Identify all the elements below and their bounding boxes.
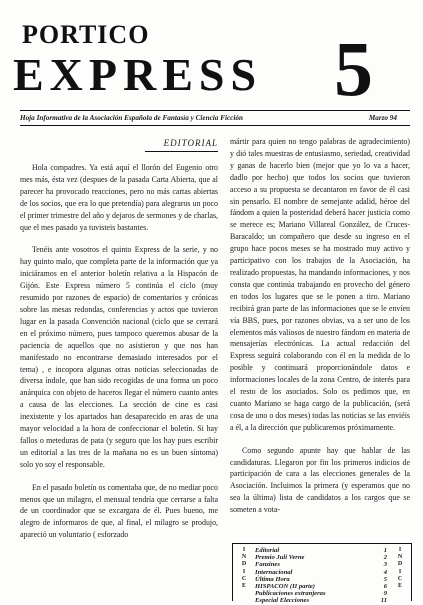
index-entry-label: Especial Elecciones xyxy=(255,597,310,605)
index-entry xyxy=(255,569,387,576)
index-box xyxy=(232,543,412,605)
index-entry-page: 9 xyxy=(383,590,387,598)
index-side-letter: D xyxy=(397,561,403,568)
index-entry-page: 6 xyxy=(383,583,387,591)
index-side-letter: I xyxy=(242,547,246,553)
index-entry-page: 2 xyxy=(383,554,387,562)
index-entry xyxy=(255,590,387,597)
left-column xyxy=(20,162,218,541)
index-side-letter: I xyxy=(242,568,246,575)
section-title: EDITORIAL xyxy=(163,138,218,148)
paragraph: Hola compadres. Ya está aquí el llorón del Eugenio otro mes más, ésta vez (despues de la pasada Carta Abierta, que al parecer ha provocado reacciones, pero no más cartas abiertas de los socios, que era lo que pretendía) para alegraros un poco el primer trimestre del año y dejaros de sermones y de charlas, que el mes pasado ya tuvisteis bastantes. xyxy=(20,163,218,232)
index-entry-page: 11 xyxy=(380,597,387,605)
index-side-letter: N xyxy=(241,554,247,561)
index-side-label-left xyxy=(239,547,249,590)
masthead-rule-top xyxy=(20,110,410,111)
index-side-letter: E xyxy=(241,583,246,590)
index-side-letter: D xyxy=(241,561,247,568)
paragraph: Como segundo apunte hay que hablar de las candidaturas. Llegaron por fin los primeros indicios de participación de cara a las elecciones generales de la Asociación. Incluimos la primera (y esperamos que no sea la última) lista de candidatos a los cargos que se someten a vota- xyxy=(230,445,410,515)
index-list xyxy=(255,547,387,605)
index-entry xyxy=(255,597,387,604)
index-entry-label: Publicaciones extranjeras xyxy=(255,590,326,598)
masthead-subtitle: Hoja Informativa de la Asociación Española de Fantasía y Ciencia Ficción xyxy=(20,114,243,122)
index-entry xyxy=(255,561,387,568)
index-entry-label: Premio Juli Verne xyxy=(255,554,305,562)
index-entry-label: Editorial xyxy=(255,547,280,554)
paragraph: Tenéis ante vosotros el quinto Express de la serie, y no hay quinto malo, que completa parte de la información que ya iniciáramos en el anterior boletín relativa a la Hispacón de Gijón. Este Express número 5 continúa el ciclo (muy resumido por razones de espacio) de comentarios y crónicas sobre las mesas redondas, conferencias y actos que tuvieron lugar en la pasada Convención nacional (ciclo que se cerrará en el próximo número, pues tampoco queremos abusar de la paciencia de aquellos que no asistieron y que nos han manifestado no encontrarse demasiado interesados por el tema) , e incopora algunas otras noticias seleccionadas de diversa índole, que han sido recogidas de una forma un poco anárquica con objeto de haceros llegar el número cuanto antes a causa de las elecciones. La sección de cine es casi inexistente y los apartados han desaparecido en aras de una mayor velocidad a la hora de confeccionar el boletín. Si hay fallos o meteduras de pata (y seguro que los hay pues escribir un editorial a las tres de la mañana no es un buen síntoma) solo yo soy el responsable. xyxy=(20,245,218,469)
index-side-label-right xyxy=(395,547,405,590)
paragraph: mártir para quien no tengo palabras de agradecimiento) y dió tales muestras de entusiasmo, seriedad, creatividad y ganas de hacerlo bien (mejor que yo lo va a hacer, dadlo por hecho) que todos los socios que tuvieron acceso a su propuesta se decantaron en favor de él casi sin pensarlo. El nombre de semejante adalid, héroe del fándom a quien la posteridad deberá hacer justicia como se merece es; Mariano Villareal González, de Cruces-Baracaldo; un compañero que desde su ingreso en el grupo hace pocos meses se ha mostrado muy activo y participativo con los trabajos de la Asociación, ha realizado propuestas, ha mandando informaciones, y nos consta que continúa trabajando en provecho del género en todos los lugares que se le ponen a tiro. Mariano recibirá gran parte de las informaciones que se le envíen vía BBS, pues, por razones obvias, va a ser uno de los elementos más valiosos de nuestro fándom en materia de mensajerías electrónicas. La actual redacción del Express seguirá colaborando con él en la medida de lo posible y continuará proporcionándole datos e informaciones locales de la zona Centro, de interés para el resto de los asociados. Solo os pedimos que, en cuanto Mariano se haga cargo de la publicación, (será cosa de uno o dos meses) todas las noticias se las enviéis a él, a la dirección que publicaremos próximamente. xyxy=(230,137,410,432)
index-entry xyxy=(255,547,387,554)
index-entry xyxy=(255,576,387,583)
index-entry xyxy=(255,554,387,561)
index-entry-label: Fanzines xyxy=(255,561,280,569)
masthead-top: PORTICO xyxy=(22,20,150,49)
paragraph: En el pasado boletín os comentaba que, de no mediar poco menos que un milagro, el mensual tendría que cerrarse a falta de un coordinador que se excargara de él. Pues bueno, me alegro de informaros de que, al final, el milagro se produjo, apareció un voluntario ( esforzado xyxy=(20,482,218,540)
issue-date: Marzo 94 xyxy=(368,114,397,122)
right-column xyxy=(230,136,410,516)
index-entry-label: Internacional xyxy=(255,568,293,576)
index-side-letter: I xyxy=(398,547,402,553)
section-title-underline xyxy=(145,151,218,152)
index-entry xyxy=(255,583,387,590)
index-entry-page: 3 xyxy=(383,561,387,569)
index-entry-page: 5 xyxy=(383,575,387,583)
index-side-letter: C xyxy=(397,575,403,582)
index-side-letter: C xyxy=(241,575,247,582)
index-side-letter: E xyxy=(397,583,402,590)
masthead-rule-bottom xyxy=(20,125,410,126)
issue-number: 5 xyxy=(334,25,373,112)
masthead-title: EXPRESS xyxy=(13,49,263,100)
index-side-letter: I xyxy=(398,568,402,575)
index-entry-page: 4 xyxy=(383,568,387,576)
index-entry-page: 1 xyxy=(383,547,387,554)
index-entry-label: HISPACON (II parte) xyxy=(255,583,315,591)
index-entry-label: Última Hora xyxy=(255,575,290,583)
index-side-letter: N xyxy=(397,554,403,561)
